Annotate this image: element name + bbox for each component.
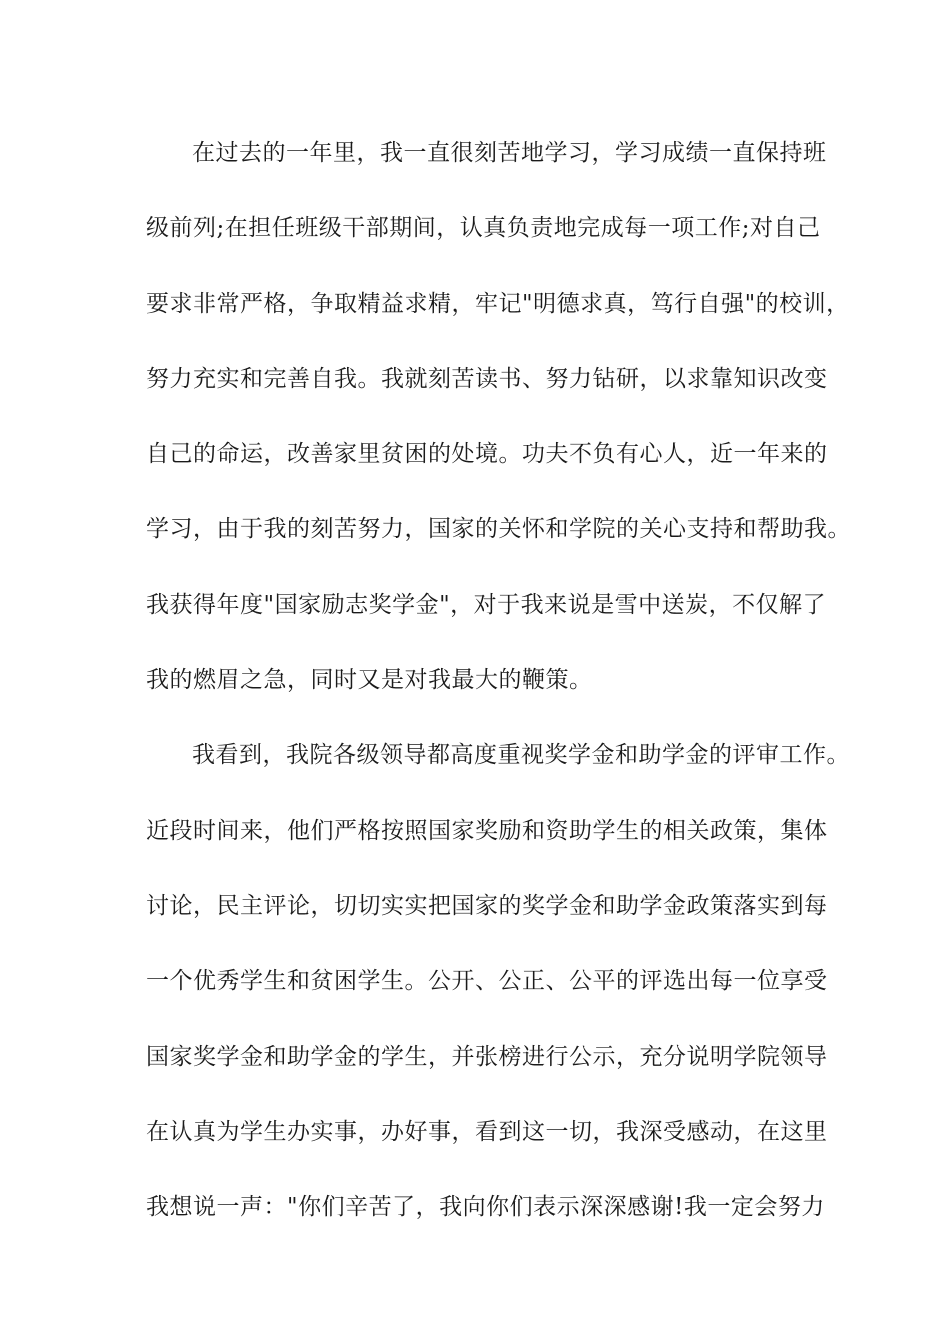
- paragraph-1-line-7: 我获得年度"国家励志奖学金"，对于我来说是雪中送炭，不仅解了: [146, 591, 827, 618]
- paragraph-2-line-5: 国家奖学金和助学金的学生，并张榜进行公示，充分说明学院领导: [146, 1043, 828, 1070]
- document-body: [146, 130, 851, 1259]
- paragraph-2-line-7: 我想说一声："你们辛苦了，我向你们表示深深感谢!我一定会努力: [146, 1194, 825, 1221]
- paragraph-2-line-3: 讨论，民主评论，切切实实把国家的奖学金和助学金政策落实到每: [146, 892, 828, 919]
- paragraph-1-line-8: 我的燃眉之急，同时又是对我最大的鞭策。: [146, 667, 593, 694]
- paragraph-2-line-6: 在认真为学生办实事，办好事，看到这一切，我深受感动，在这里: [146, 1118, 828, 1145]
- paragraph-1-line-1: 在过去的一年里，我一直很刻苦地学习，学习成绩一直保持班: [192, 140, 827, 166]
- paragraph-2-line-4: 一个优秀学生和贫困学生。公开、公正、公平的评选出每一位享受: [146, 968, 828, 995]
- paragraph-1-line-2: 级前列;在担任班级干部期间，认真负责地完成每一项工作;对自己: [146, 215, 821, 242]
- paragraph-1-line-6: 学习，由于我的刻苦努力，国家的关怀和学院的关心支持和帮助我。: [146, 516, 851, 543]
- paragraph-2-line-1: 我看到，我院各级领导都高度重视奖学金和助学金的评审工作。: [192, 742, 850, 769]
- paragraph-1-line-3: 要求非常严格，争取精益求精，牢记"明德求真，笃行自强"的校训，: [146, 290, 850, 317]
- paragraph-1-line-5: 自己的命运，改善家里贫困的处境。功夫不负有心人，近一年来的: [146, 441, 828, 468]
- paragraph-2-line-2: 近段时间来，他们严格按照国家奖励和资助学生的相关政策，集体: [146, 817, 828, 844]
- paragraph-1-line-4: 努力充实和完善自我。我就刻苦读书、努力钻研，以求靠知识改变: [146, 365, 828, 392]
